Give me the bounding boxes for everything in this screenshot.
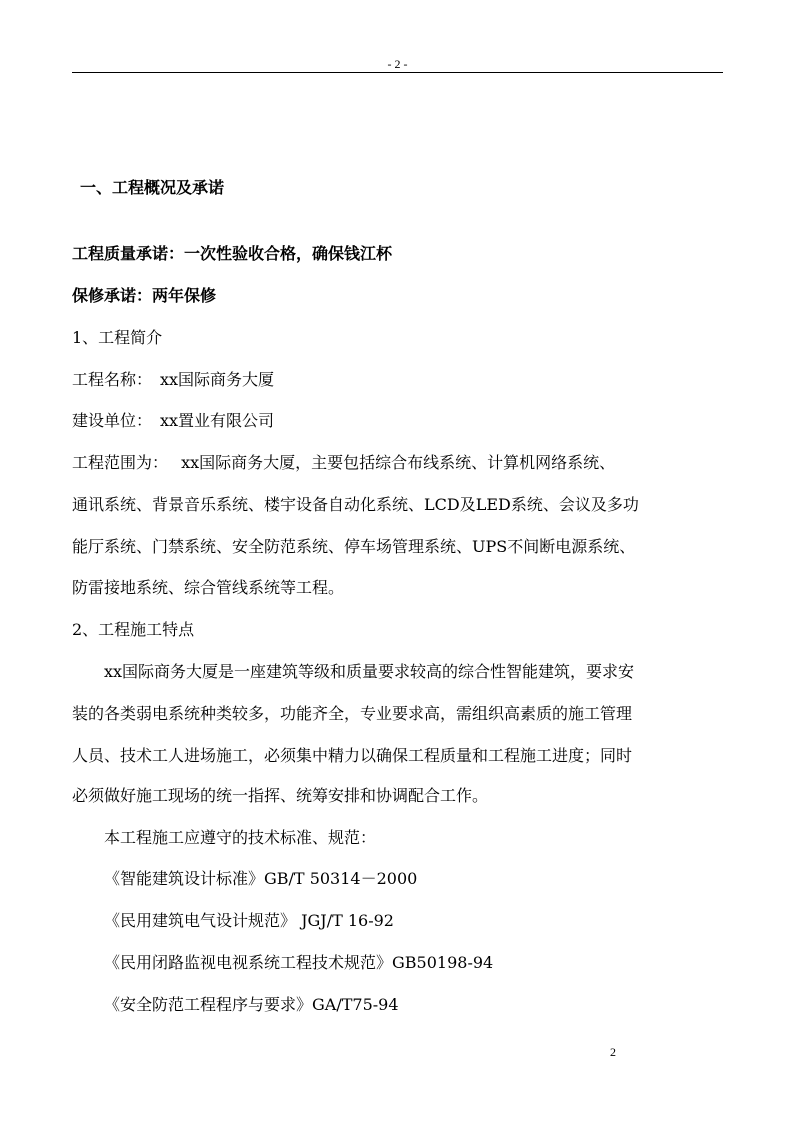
features-paragraph-line: 必须做好施工现场的统一指挥、统筹安排和协调配合工作。	[72, 786, 489, 805]
builder: 建设单位： xx置业有限公司	[72, 411, 275, 430]
footer-page-number: 2	[610, 1045, 616, 1059]
scope-line: 能厅系统、门禁系统、安全防范系统、停车场管理系统、UPS不间断电源系统、	[72, 537, 636, 556]
warranty-commitment: 保修承诺：两年保修	[72, 286, 217, 305]
standard-item: 《民用闭路监视电视系统工程技术规范》GB50198-94	[104, 953, 494, 972]
features-paragraph-line: xx国际商务大厦是一座建筑等级和质量要求较高的综合性智能建筑，要求安	[104, 662, 635, 681]
standard-item: 《安全防范工程程序与要求》GA/T75-94	[104, 995, 399, 1014]
quality-commitment: 工程质量承诺：一次性验收合格，确保钱江杯	[72, 244, 393, 263]
features-paragraph-line: 装的各类弱电系统种类较多，功能齐全，专业要求高，需组织高素质的施工管理	[72, 704, 633, 723]
scope-line: 防雷接地系统、综合管线系统等工程。	[72, 578, 345, 597]
scope-line: 工程范围为： xx国际商务大厦，主要包括综合布线系统、计算机网络系统、	[72, 453, 616, 472]
features-paragraph-line: 人员、技术工人进场施工，必须集中精力以确保工程质量和工程施工进度；同时	[72, 746, 633, 765]
page-header	[72, 58, 723, 73]
intro-heading: 1、工程简介	[72, 328, 163, 347]
project-name: 工程名称： xx国际商务大厦	[72, 370, 275, 389]
standard-item: 《智能建筑设计标准》GB/T 50314－2000	[104, 869, 418, 888]
features-heading: 2、工程施工特点	[72, 620, 195, 639]
standard-item: 《民用建筑电气设计规范》 JGJ/T 16-92	[104, 911, 394, 930]
header-page-label: - 2 -	[387, 57, 408, 71]
scope-line: 通讯系统、背景音乐系统、楼宇设备自动化系统、LCD及LED系统、会议及多功	[72, 495, 639, 514]
section-title: 一、工程概况及承诺	[80, 178, 225, 197]
standards-intro: 本工程施工应遵守的技术标准、规范：	[104, 828, 377, 847]
